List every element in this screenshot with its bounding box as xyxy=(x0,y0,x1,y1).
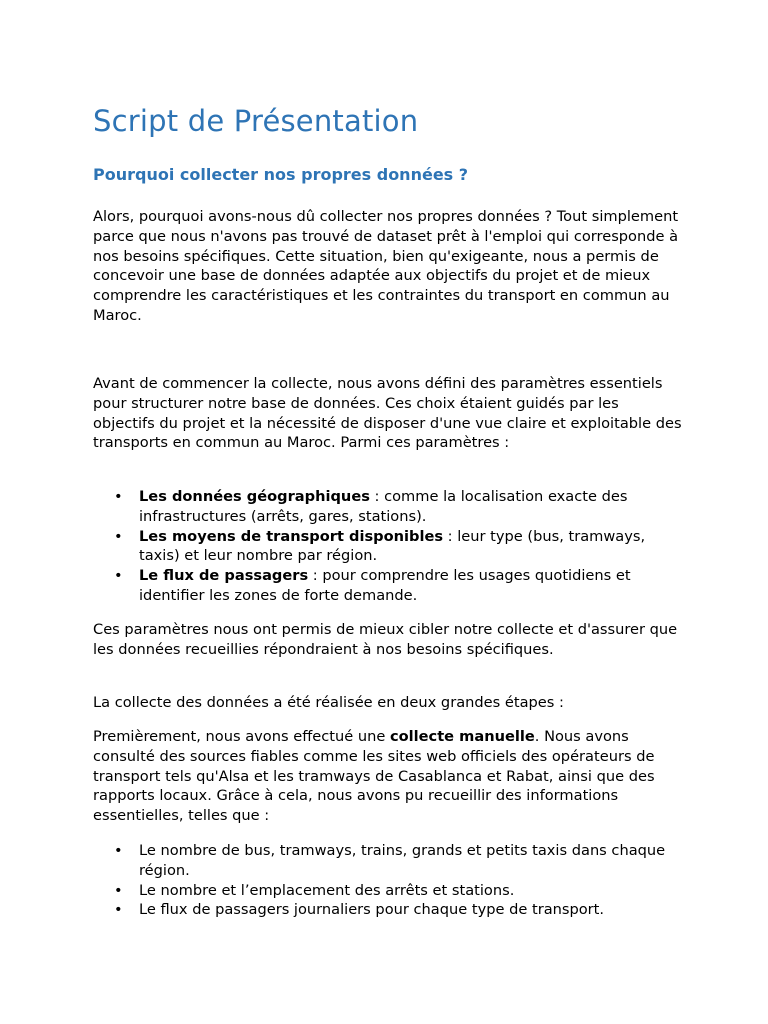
document-title: Script de Présentation xyxy=(93,104,419,138)
bullet-icon: • xyxy=(114,488,123,505)
list-item-text: : comme la localisation exacte des infrastructures (arrêts, gares, stations). xyxy=(139,488,628,525)
list-item xyxy=(93,881,683,901)
bullet-icon: • xyxy=(114,881,123,899)
bullet-icon: • xyxy=(114,527,123,545)
list-item xyxy=(93,841,683,881)
list-item xyxy=(93,566,683,606)
list-item xyxy=(93,527,683,567)
section-heading: Pourquoi collecter nos propres données ? xyxy=(93,165,469,184)
list-item-term: Le flux de passagers xyxy=(139,567,309,585)
bullet-icon: • xyxy=(114,567,123,585)
steps-paragraph: La collecte des données a été réalisée en deux grandes étapes : xyxy=(93,694,564,711)
list-item-text: Le nombre et l’emplacement des arrêts et stations. xyxy=(139,881,515,899)
manual-collection-text: . Nous avons consulté des sources fiables comme les sites web officiels des opérateurs de transport tels qu'Alsa et les tramways de Casablanca et Rabat, ainsi que des rapports locaux. Grâce à cela, nous avons pu recueillir des informations essentielles, telles que : xyxy=(93,728,655,825)
parameters-list xyxy=(93,487,683,606)
bullet-icon: • xyxy=(114,901,123,919)
manual-collection-intro: Premièrement, nous avons effectué une xyxy=(93,728,390,745)
list-item xyxy=(93,900,683,920)
targeting-paragraph: Ces paramètres nous ont permis de mieux cibler notre collecte et d'assurer que les données recueillies répondraient à nos besoins spécifiques. xyxy=(93,621,678,658)
list-item xyxy=(93,487,683,527)
bullet-icon: • xyxy=(114,842,123,859)
list-item-term: Les données géographiques xyxy=(139,488,370,505)
information-list xyxy=(93,841,683,920)
list-item-text: Le flux de passagers journaliers pour chaque type de transport. xyxy=(139,901,605,919)
manual-collection-paragraph xyxy=(93,727,683,826)
list-item-text: : leur type (bus, tramways, taxis) et leur nombre par région. xyxy=(139,527,646,565)
list-item-text: Le nombre de bus, tramways, trains, grands et petits taxis dans chaque région. xyxy=(139,842,666,879)
parameters-paragraph: Avant de commencer la collecte, nous avons défini des paramètres essentiels pour structurer notre base de données. Ces choix étaient guidés par les objectifs du projet et la nécessité de disposer d'une vue claire et exploitable des transports en commun au Maroc. Parmi ces paramètres : xyxy=(93,375,682,452)
intro-paragraph: Alors, pourquoi avons-nous dû collecter nos propres données ? Tout simplement parce que nous n'avons pas trouvé de dataset prêt à l'emploi qui corresponde à nos besoins spécifiques. Cette situation, bien qu'exigeante, nous a permis de concevoir une base de données adaptée aux objectifs du projet et de mieux comprendre les caractéristiques et les contraintes du transport en commun au Maroc. xyxy=(93,208,679,324)
manual-collection-term: collecte manuelle xyxy=(389,728,535,745)
list-item-term: Les moyens de transport disponibles xyxy=(139,527,444,545)
list-item-text: : pour comprendre les usages quotidiens et identifier les zones de forte demande. xyxy=(139,567,631,604)
